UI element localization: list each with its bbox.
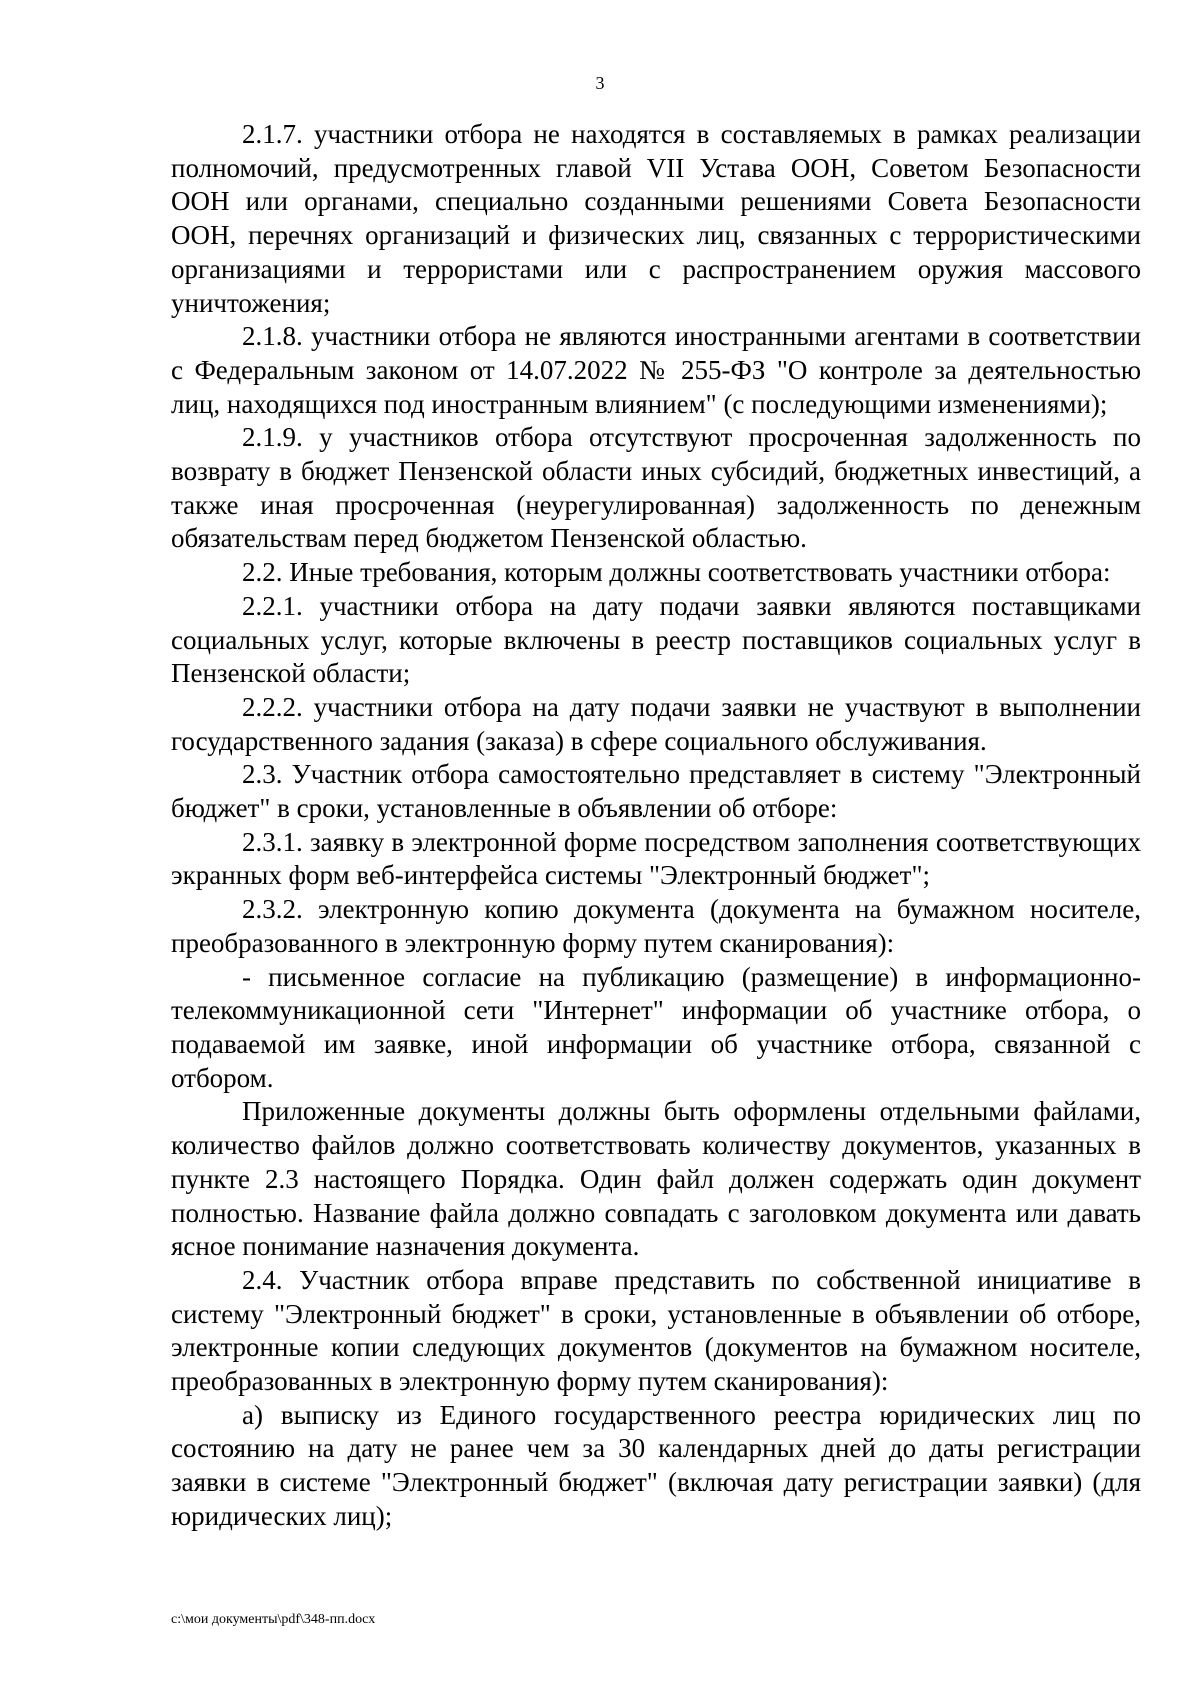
page-number: 3	[595, 73, 605, 93]
paragraph-consent-item: - письменное согласие на публикацию (размещение) в информационно-телекоммуникационной сети "Интернет" информации об участнике отбора, о подаваемой им заявке, иной информации об участнике отбора, связанной с отбором.	[171, 961, 1141, 1093]
paragraph-item-a: а) выписку из Единого государственного реестра юридических лиц по состоянию на дату не ранее чем за 30 календарных дней до даты регистрации заявки в системе "Электронный бюджет" (включая дату регистрации заявки) (для юридических лиц);	[171, 1399, 1141, 1531]
paragraph-2-1-7: 2.1.7. участники отбора не находятся в составляемых в рамках реализации полномочий, предусмотренных главой VII Устава ООН, Советом Безопасности ООН или органами, специально созданными решениями Совета Безопасности ООН, перечнях организаций и физических лиц, связанных с террористическими организациями и террористами или с распространением оружия массового уничтожения;	[171, 119, 1141, 318]
paragraph-2-1-8: 2.1.8. участники отбора не являются иностранными агентами в соответствии с Федеральным законом от 14.07.2022 № 255-ФЗ "О контроле за деятельностью лиц, находящихся под иностранным влиянием" (с последующими изменениями);	[171, 321, 1141, 419]
paragraph-2-3-1: 2.3.1. заявку в электронной форме посредством заполнения соответствующих экранных форм веб-интерфейса системы "Электронный бюджет";	[171, 826, 1141, 891]
document-body	[171, 118, 1141, 1534]
paragraph-2-2: 2.2. Иные требования, которым должны соответствовать участники отбора:	[242, 557, 1111, 588]
paragraph-2-3: 2.3. Участник отбора самостоятельно представляет в систему "Электронный бюджет" в сроки, установленные в объявлении об отборе:	[171, 759, 1141, 824]
paragraph-attached-documents: Приложенные документы должны быть оформлены отдельными файлами, количество файлов должно соответствовать количеству документов, указанных в пункте 2.3 настоящего Порядка. Один файл должен содержать один документ полностью. Название файла должно совпадать с заголовком документа или давать ясное понимание назначения документа.	[171, 1096, 1141, 1262]
footer-file-path: c:\мои документы\pdf\348-пп.docx	[171, 1612, 376, 1627]
paragraph-2-3-2: 2.3.2. электронную копию документа (документа на бумажном носителе, преобразованного в электронную форму путем сканирования):	[171, 894, 1141, 958]
paragraph-2-2-1: 2.2.1. участники отбора на дату подачи заявки являются поставщиками социальных услуг, которые включены в реестр поставщиков социальных услуг в Пензенской области;	[171, 590, 1141, 689]
paragraph-2-1-9: 2.1.9. у участников отбора отсутствуют просроченная задолженность по возврату в бюджет Пензенской области иных субсидий, бюджетных инвестиций, а также иная просроченная (неурегулированная) задолженность по денежным обязательствам перед бюджетом Пензенской областью.	[171, 422, 1141, 554]
paragraph-2-2-2: 2.2.2. участники отбора на дату подачи заявки не участвуют в выполнении государственного задания (заказа) в сфере социального обслуживания.	[171, 691, 1141, 756]
paragraph-2-4: 2.4. Участник отбора вправе представить по собственной инициативе в систему "Электронный бюджет" в сроки, установленные в объявлении об отборе, электронные копии следующих документов (документов на бумажном носителе, преобразованных в электронную форму путем сканирования):	[171, 1264, 1141, 1397]
